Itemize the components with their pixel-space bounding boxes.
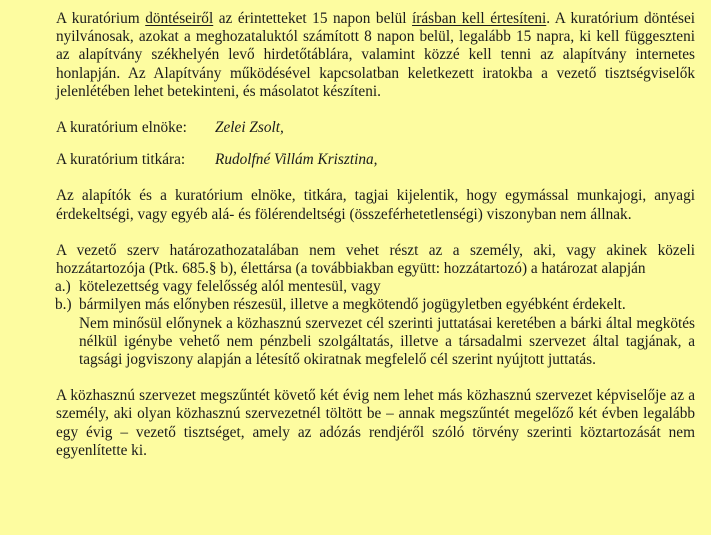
decisions-underlined-1: döntéseiről <box>145 10 214 27</box>
chair-row <box>56 119 695 137</box>
list-marker: a.) <box>55 278 71 296</box>
list-text: kötelezettség vagy felelősség alól mentesül, vagy <box>79 278 381 296</box>
chair-label: A kuratórium elnöke: <box>56 119 187 137</box>
chair-name: Zelei Zsolt, <box>215 119 284 137</box>
list-item <box>56 278 695 296</box>
decisions-paragraph <box>56 10 695 101</box>
conflict-declaration-paragraph: Az alapítók és a kuratórium elnöke, titkára, tagjai kijelentik, hogy egymással munkajogi, anyagi érdekeltségi, vagy egyéb alá- és fölérendeltségi (összeférhetetlenségi) viszonyban nem állnak. <box>56 187 695 223</box>
voting-exclusion-intro: A vezető szerv határozathozatalában nem vehet részt az a személy, aki, vagy akinek közeli hozzátartozója (Ptk. 685.§ b), élettársa (a továbbiakban együtt: hozzátartozó) a határozat alapján <box>56 241 695 278</box>
list-text: bármilyen más előnyben részesül, illetve a megkötendő jogügyletben egyébként érdekelt. <box>79 296 626 314</box>
benefit-note-paragraph: Nem minősül előnynek a közhasznú szervezet cél szerinti juttatásai keretében a bárki által megkötés nélkül igénybe vehető nem pénzbeli szolgáltatás, illetve a társadalmi szervezet által tagjának, a tagsági jogviszony alapján a létesítő okiratnak megfelelő cél szerint nyújtott juttatás. <box>79 314 695 369</box>
secretary-name: Rudolfné Villám Krisztina, <box>215 151 378 169</box>
representation-restriction-paragraph: A közhasznú szervezet megszűntét követő két évig nem lehet más közhasznú szervezet képviselője az a személy, aki olyan közhasznú szervezetnél töltött be – annak megszűntét megelőző két évben legalább egy évig – vezető tisztséget, amely az adózás rendjéről szóló törvény szerinti köztartozását nem egyenlítette ki. <box>56 387 695 459</box>
decisions-text-2: az érintetteket 15 napon belül <box>213 10 413 27</box>
decisions-text-1: A kuratórium <box>56 10 146 27</box>
secretary-row <box>56 151 695 169</box>
decisions-underlined-2: írásban kell értesíteni <box>412 10 547 27</box>
list-marker: b.) <box>55 296 72 314</box>
decisions-text-3: . A kuratórium döntései nyilvánosak, azokat a meghozataluktól számított 8 napon belül, legalább 15 napra, ki kell függeszteni az alapítvány székhelyén levő hirdetőtáblára, valamint közzé kell tenni az alapítvány internetes honlapján. Az Alapítvány működésével kapcsolatban keletkezett iratokba a vezető tisztségviselők jelenlétében lehet betekinteni, és másolatot készíteni. <box>56 10 695 100</box>
secretary-label: A kuratórium titkára: <box>56 151 186 169</box>
list-item <box>56 296 695 314</box>
